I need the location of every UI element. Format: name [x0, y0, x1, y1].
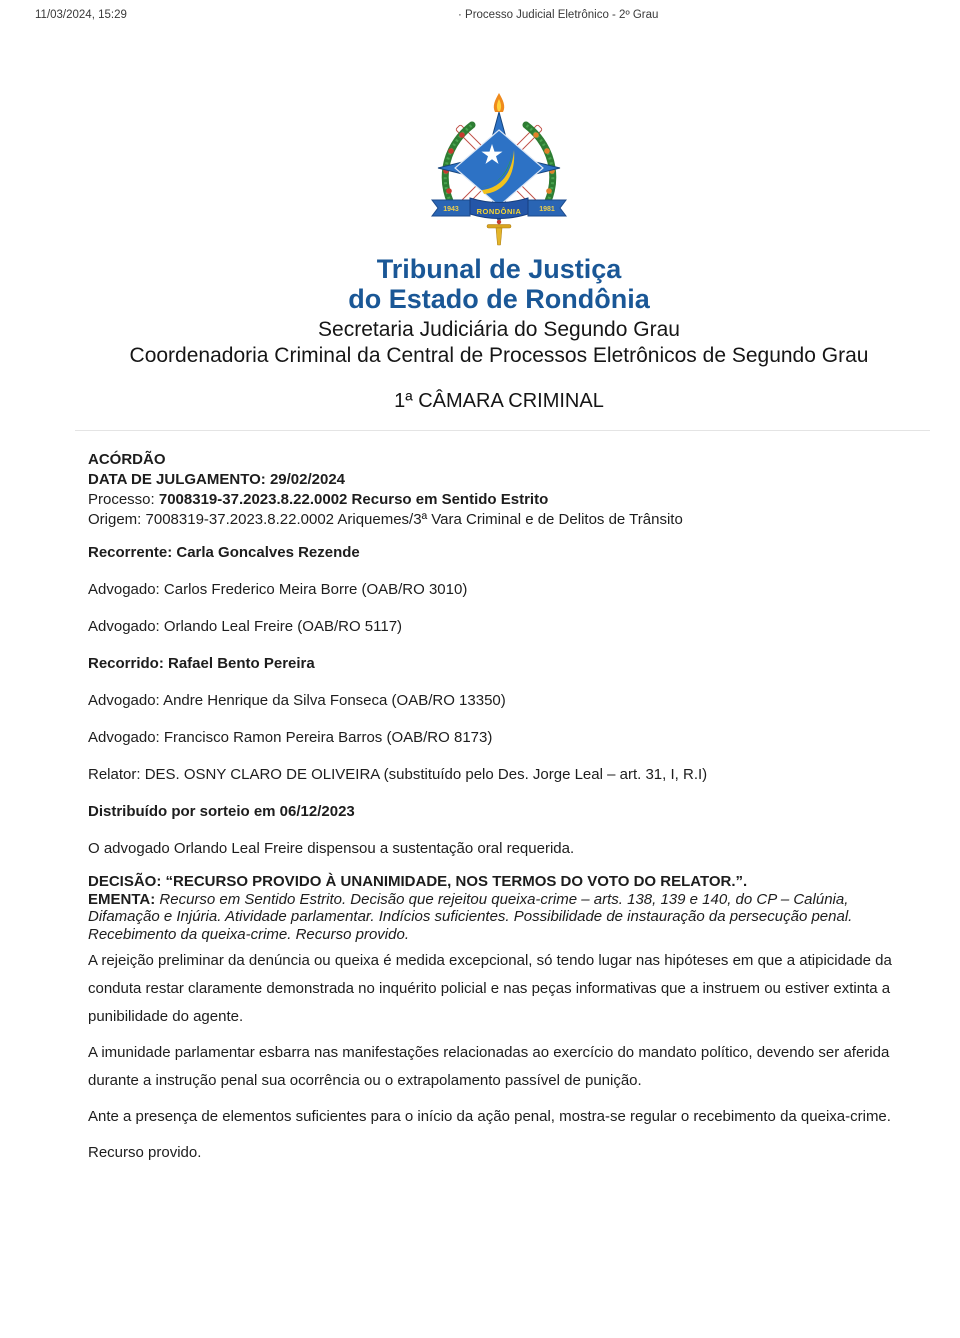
body-paragraph-4: Recurso provido. [88, 1144, 202, 1161]
judgment-date-line: DATA DE JULGAMENTO: 29/02/2024 [88, 471, 346, 488]
letterhead [0, 92, 960, 413]
document-body [88, 450, 908, 1167]
distribuicao-line: Distribuído por sorteio em 06/12/2023 [88, 803, 355, 820]
processo-number: 7008319-37.2023.8.22.0002 Recurso em Sentido Estrito [158, 491, 549, 508]
print-doc-title: · Processo Judicial Eletrônico - 2º Grau [458, 9, 659, 21]
secretaria-line: Secretaria Judiciária do Segundo Grau [318, 318, 680, 341]
decisao-ementa-block [88, 873, 908, 943]
acordao-heading: ACÓRDÃO [88, 451, 166, 468]
ementa-text: Recurso em Sentido Estrito. Decisão que rejeitou queixa-crime – arts. 138, 139 e 140, do CP – Calúnia, Difamação e Injúria. Atividade parlamentar. Indícios suficientes. Possibilidade de instauração da persecução penal. Recebimento da queixa-crime. Recurso provido. [88, 890, 853, 943]
relator-line: Relator: DES. OSNY CLARO DE OLIVEIRA (substituído pelo Des. Jorge Leal – art. 31, I, R.I) [88, 766, 708, 783]
case-header-block [88, 450, 908, 530]
header-divider [75, 430, 930, 431]
coordenadoria-line: Coordenadoria Criminal da Central de Processos Eletrônicos de Segundo Grau [129, 344, 869, 367]
recorrente-line: Recorrente: Carla Goncalves Rezende [88, 544, 360, 561]
body-paragraph-2: A imunidade parlamentar esbarra nas manifestações relacionadas ao exercício do mandato político, devendo ser aferida durante a instrução penal sua ocorrência ou o extrapolamento passível de punição. [88, 1044, 890, 1089]
processo-label: Processo: [88, 491, 159, 508]
ementa-label: EMENTA: [88, 890, 160, 908]
chamber-title: 1ª CÂMARA CRIMINAL [394, 390, 604, 412]
advogado-line-3: Advogado: Andre Henrique da Silva Fonseca (OAB/RO 13350) [88, 692, 506, 709]
decisao-line: DECISÃO: “RECURSO PROVIDO À UNANIMIDADE, NOS TERMOS DO VOTO DO RELATOR.”. [88, 873, 748, 890]
crest-flame [494, 93, 504, 112]
advogado-line-2: Advogado: Orlando Leal Freire (OAB/RO 5117) [88, 618, 403, 635]
processo-line [88, 490, 908, 510]
rondonia-coat-of-arms-icon [426, 92, 572, 246]
crest-year-left: 1943 [443, 206, 459, 213]
advogado-line-1: Advogado: Carlos Frederico Meira Borre (OAB/RO 3010) [88, 581, 468, 598]
print-datetime: 11/03/2024, 15:29 [35, 9, 127, 21]
org-title [38, 254, 960, 314]
org-name-line2: do Estado de Rondônia [348, 284, 650, 314]
crest-ribbon-name: RONDÔNIA [476, 207, 522, 216]
ementa-paragraph [88, 891, 908, 944]
sustentacao-line: O advogado Orlando Leal Freire dispensou a sustentação oral requerida. [88, 840, 575, 857]
body-paragraph-3: Ante a presença de elementos suficientes para o início da ação penal, mostra-se regular o recebimento da queixa-crime. [88, 1108, 891, 1125]
body-paragraph-1: A rejeição preliminar da denúncia ou queixa é medida excepcional, só tendo lugar nas hipóteses em que a atipicidade da conduta restar claramente demonstrada no inquérito policial e nas peças informativas que a instruem ou estiver extinta a punibilidade do agente. [88, 952, 892, 1025]
crest-year-right: 1981 [539, 206, 555, 213]
org-name-line1: Tribunal de Justiça [376, 254, 622, 284]
origem-line: Origem: 7008319-37.2023.8.22.0002 Ariquemes/3ª Vara Criminal e de Delitos de Trânsito [88, 511, 683, 528]
recorrido-line: Recorrido: Rafael Bento Pereira [88, 655, 315, 672]
crest-sword [487, 220, 511, 245]
advogado-line-4: Advogado: Francisco Ramon Pereira Barros (OAB/RO 8173) [88, 729, 493, 746]
